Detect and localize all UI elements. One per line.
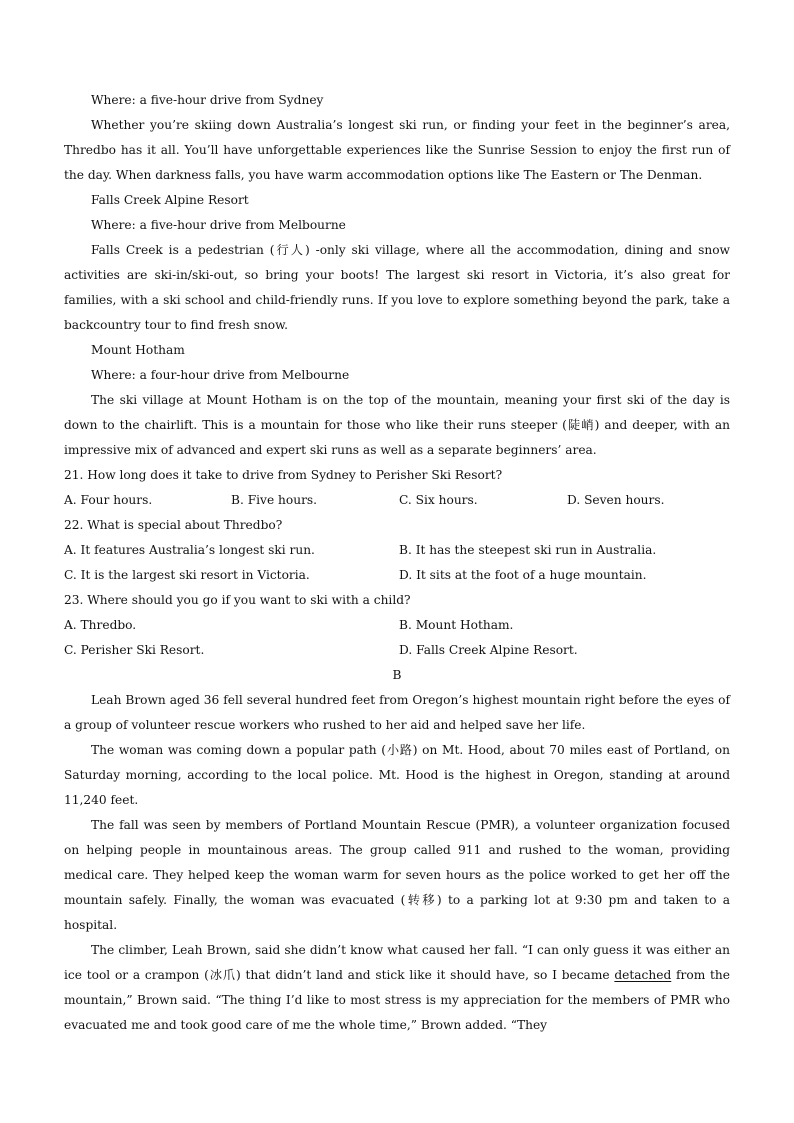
question-22 <box>64 513 730 588</box>
mount-hotham-description: The ski village at Mount Hotham is on the top of the mountain, meaning your first ski of the day is down to the chairlift. This is a mountain for those who like their runs steeper (陡峭) and deeper, with an impressive mix of advanced and expert ski runs as well as a separate beginners’ area. <box>64 393 730 457</box>
option-a: A. It features Australia’s longest ski run. <box>64 543 315 557</box>
question-stem: 22. What is special about Thredbo? <box>64 518 283 532</box>
passage-b-paragraph-2: The woman was coming down a popular path (小路) on Mt. Hood, about 70 miles east of Portland, on Saturday morning, according to the local police. Mt. Hood is the highest in Oregon, standing at around 11,240 feet. <box>64 743 730 807</box>
mount-hotham-title: Mount Hotham <box>91 343 185 357</box>
option-a: A. Thredbo. <box>64 618 137 632</box>
answer-options <box>64 613 730 663</box>
paragraph-4-end: from the mountain,” Brown said. “The thing I’d like to most stress is my appreciation for the members of PMR who evacuated me and took good care of me the whole time,” Brown added. “They <box>64 968 730 1032</box>
option-b: B. It has the steepest ski run in Australia. <box>399 543 657 557</box>
mount-hotham-where: Where: a four-hour drive from Melbourne <box>91 368 350 382</box>
passage-b-paragraph-1: Leah Brown aged 36 fell several hundred feet from Oregon’s highest mountain right before the eyes of a group of volunteer rescue workers who rushed to her aid and helped save her life. <box>64 693 730 732</box>
exam-page <box>64 88 730 1038</box>
thredbo-where: Where: a five-hour drive from Sydney <box>91 93 324 107</box>
option-c: C. It is the largest ski resort in Victoria. <box>64 568 310 582</box>
option-c: C. Six hours. <box>399 493 478 507</box>
option-d: D. Seven hours. <box>567 493 665 507</box>
paragraph-4-start: The climber, Leah Brown, said she didn’t know what caused her fall. “I can only guess it was either an ice tool or a crampon (冰爪) that didn’t land and stick like it should have, so I became <box>64 943 730 982</box>
section-heading-b: B <box>392 668 402 682</box>
option-c: C. Perisher Ski Resort. <box>64 643 205 657</box>
answer-options <box>64 538 730 588</box>
thredbo-description: Whether you’re skiing down Australia’s longest ski run, or finding your feet in the beginner’s area, Thredbo has it all. You’ll have unforgettable experiences like the Sunrise Session to enjoy the first run of the day. When darkness falls, you have warm accommodation options like The Eastern or The Denman. <box>64 118 730 182</box>
option-a: A. Four hours. <box>64 493 153 507</box>
question-stem: 21. How long does it take to drive from Sydney to Perisher Ski Resort? <box>64 468 503 482</box>
underlined-word: detached <box>614 968 672 982</box>
option-b: B. Mount Hotham. <box>399 618 514 632</box>
question-21 <box>64 463 730 513</box>
falls-creek-title: Falls Creek Alpine Resort <box>91 193 249 207</box>
question-23 <box>64 588 730 663</box>
passage-b-paragraph-4 <box>64 938 730 1038</box>
answer-options <box>64 488 730 513</box>
question-stem: 23. Where should you go if you want to ski with a child? <box>64 593 411 607</box>
falls-creek-description: Falls Creek is a pedestrian (行人) -only ski village, where all the accommodation, dining and snow activities are ski-in/ski-out, so bring your boots! The largest ski resort in Victoria, it’s also great for families, with a ski school and child-friendly runs. If you love to explore something beyond the park, take a backcountry tour to find fresh snow. <box>64 243 730 332</box>
passage-b-paragraph-3: The fall was seen by members of Portland Mountain Rescue (PMR), a volunteer organization focused on helping people in mountainous areas. The group called 911 and rushed to the woman, providing medical care. They helped keep the woman warm for seven hours as the police worked to get her off the mountain safely. Finally, the woman was evacuated (转移) to a parking lot at 9:30 pm and taken to a hospital. <box>64 818 730 932</box>
option-d: D. It sits at the foot of a huge mountain. <box>399 568 647 582</box>
falls-creek-where: Where: a five-hour drive from Melbourne <box>91 218 346 232</box>
option-b: B. Five hours. <box>231 493 318 507</box>
option-d: D. Falls Creek Alpine Resort. <box>399 643 578 657</box>
